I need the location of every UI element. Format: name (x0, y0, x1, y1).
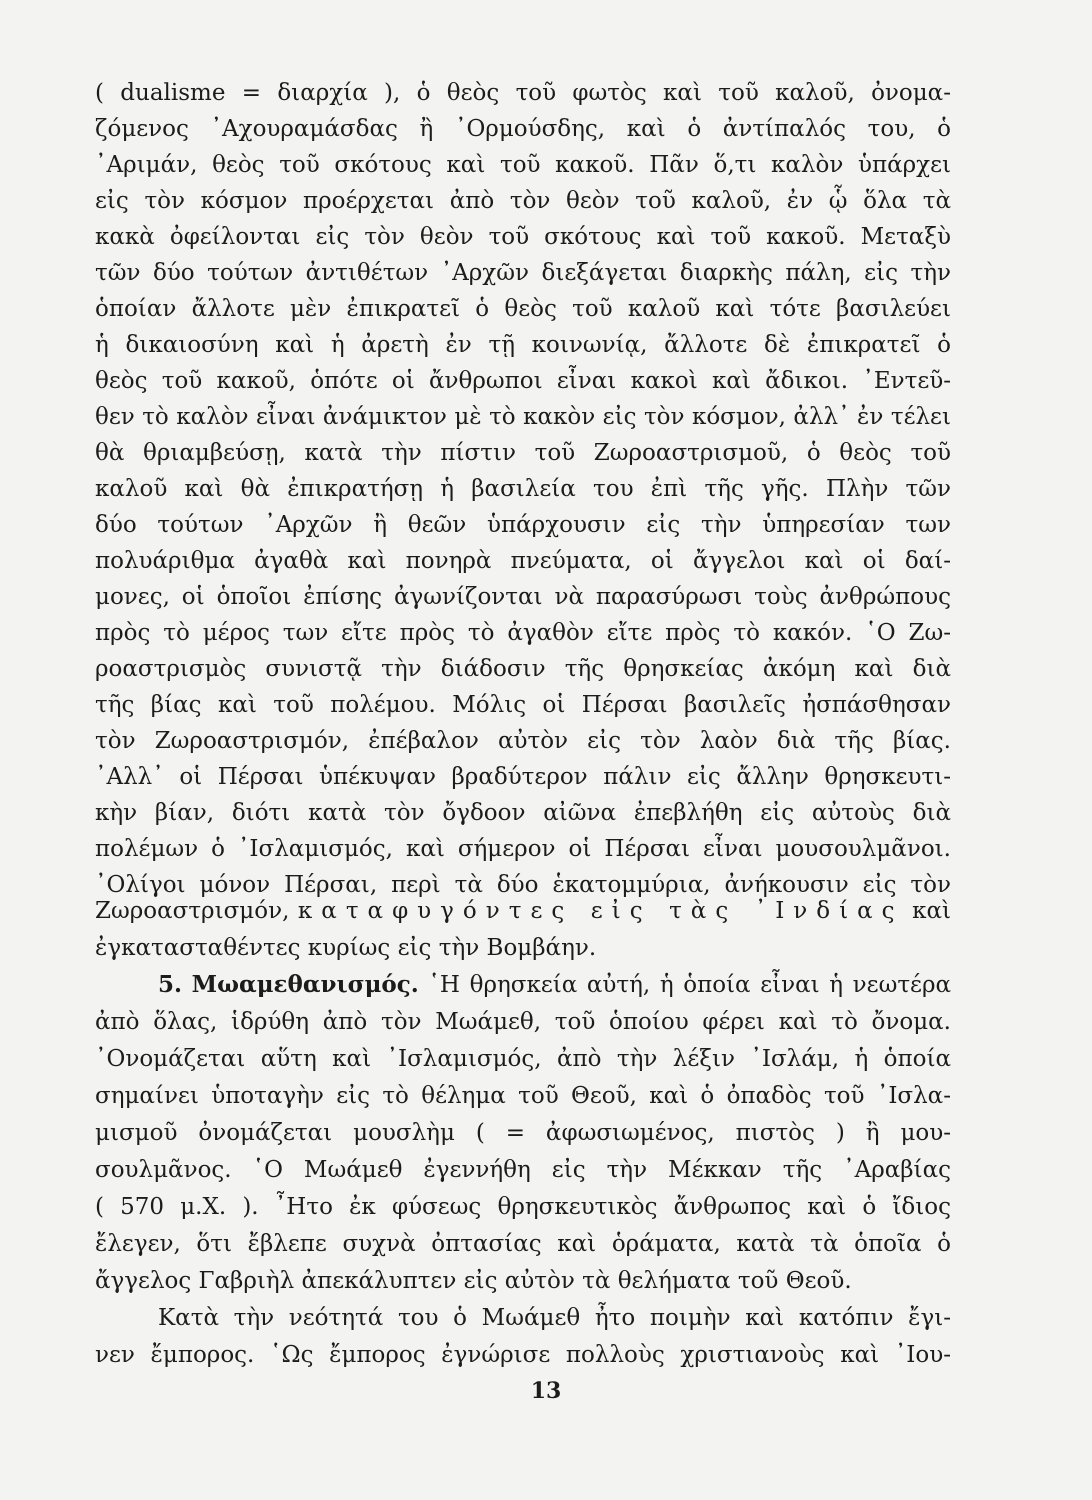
text-line: μισμοῦ ὀνομάζεται μουσλὴμ ( = ἀφωσιωμένος, πιστὸς ) ἢ μου- (95, 1120, 951, 1146)
text-line: θεν τὸ καλὸν εἶναι ἀνάμικτον μὲ τὸ κακὸν εἰς τὸν κόσμον, ἀλλ᾿ ἐν τέλει (95, 404, 951, 430)
spaced-emphasis: καταφυγόντες εἰς τὰς ᾿Ινδίας (297, 898, 904, 924)
text-line: θὰ θριαμβεύσῃ, κατὰ τὴν πίστιν τοῦ Ζωροαστρισμοῦ, ὁ θεὸς τοῦ (95, 440, 951, 466)
section-title: Μωαμεθανισμός. (191, 971, 419, 998)
text-line: ( dualisme = διαρχία ), ὁ θεὸς τοῦ φωτὸς καὶ τοῦ καλοῦ, ὀνομα- (95, 80, 951, 106)
text-line: κακὰ ὀφείλονται εἰς τὸν θεὸν τοῦ σκότους καὶ τοῦ κακοῦ. Μεταξὺ (95, 224, 951, 250)
text-line: ἀπὸ ὅλας, ἱδρύθη ἀπὸ τὸν Μωάμεθ, τοῦ ὁποίου φέρει καὶ τὸ ὄνομα. (95, 1009, 951, 1035)
section-number: 5. (158, 971, 183, 998)
text-line: καλοῦ καὶ θὰ ἐπικρατήσῃ ἡ βασιλεία του ἐπὶ τῆς γῆς. Πλὴν τῶν (95, 476, 951, 502)
spaced-prefix: Ζωροαστρισμόν, (95, 898, 290, 924)
text-line: θεὸς τοῦ κακοῦ, ὁπότε οἱ ἄνθρωποι εἶναι κακοὶ καὶ ἄδικοι. ᾿Εντεῦ- (95, 368, 951, 394)
text-line: ζόμενος ᾿Αχουραμάσδας ἢ ᾿Ορμούσδης, καὶ ὁ ἀντίπαλός του, ὁ (95, 116, 951, 142)
text-line: πολέμων ὁ ᾿Ισλαμισμός, καὶ σήμερον οἱ Πέρσαι εἶναι μουσουλμᾶνοι. (95, 836, 951, 862)
text-line: ὁποίαν ἄλλοτε μὲν ἐπικρατεῖ ὁ θεὸς τοῦ καλοῦ καὶ τότε βασιλεύει (95, 296, 951, 322)
text-line: σουλμᾶνος. ῾Ο Μωάμεθ ἐγεννήθη εἰς τὴν Μέκκαν τῆς ᾿Αραβίας (95, 1157, 951, 1183)
text-line: τῆς βίας καὶ τοῦ πολέμου. Μόλις οἱ Πέρσαι βασιλεῖς ἠσπάσθησαν (95, 692, 951, 718)
text-line: ᾿Αλλ᾿ οἱ Πέρσαι ὑπέκυψαν βραδύτερον πάλιν εἰς ἄλλην θρησκευτι- (95, 764, 951, 790)
text-line: νεν ἔμπορος. ῾Ως ἔμπορος ἐγνώρισε πολλοὺς χριστιανοὺς καὶ ᾿Ιου- (95, 1342, 951, 1368)
section-heading-line (158, 967, 951, 1003)
section-heading-rest: ῾Η θρησκεία αὐτή, ἡ ὁποία εἶναι ἡ νεωτέρα (428, 972, 951, 998)
spaced-suffix: καὶ (912, 898, 951, 924)
paragraph-first-line: Κατὰ τὴν νεότητά του ὁ Μωάμεθ ἦτο ποιμὴν καὶ κατόπιν ἔγι- (158, 1305, 951, 1331)
text-line: τὸν Ζωροαστρισμόν, ἐπέβαλον αὐτὸν εἰς τὸν λαὸν διὰ τῆς βίας. (95, 728, 951, 754)
text-line: ᾿Ονομάζεται αὕτη καὶ ᾿Ισλαμισμός, ἀπὸ τὴν λέξιν ᾿Ισλάμ, ἡ ὁποία (95, 1046, 951, 1072)
text-line: ἡ δικαιοσύνη καὶ ἡ ἀρετὴ ἐν τῇ κοινωνίᾳ, ἄλλοτε δὲ ἐπικρατεῖ ὁ (95, 332, 951, 358)
page-number: 13 (530, 1378, 562, 1404)
text-line: ᾿Ολίγοι μόνον Πέρσαι, περὶ τὰ δύο ἑκατομμύρια, ἀνήκουσιν εἰς τὸν (95, 872, 951, 898)
text-line: ( 570 μ.Χ. ). ῏Ητο ἐκ φύσεως θρησκευτικὸς ἄνθρωπος καὶ ὁ ἴδιος (95, 1194, 951, 1220)
text-line: ἔλεγεν, ὅτι ἔβλεπε συχνὰ ὀπτασίας καὶ ὁράματα, κατὰ τὰ ὁποῖα ὁ (95, 1231, 951, 1257)
text-line-spaced (95, 893, 951, 929)
text-line: εἰς τὸν κόσμον προέρχεται ἀπὸ τὸν θεὸν τοῦ καλοῦ, ἐν ᾧ ὅλα τὰ (95, 188, 951, 214)
text-line: τῶν δύο τούτων ἀντιθέτων ᾿Αρχῶν διεξάγεται διαρκὴς πάλη, εἰς τὴν (95, 260, 951, 286)
text-line: κὴν βίαν, διότι κατὰ τὸν ὄγδοον αἰῶνα ἐπεβλήθη εἰς αὐτοὺς διὰ (95, 800, 951, 826)
text-line: ἐγκατασταθέντες κυρίως εἰς τὴν Βομβάην. (95, 935, 597, 961)
text-line: δύο τούτων ᾿Αρχῶν ἢ θεῶν ὑπάρχουσιν εἰς τὴν ὑπηρεσίαν των (95, 512, 951, 538)
text-line: ροαστρισμὸς συνιστᾷ τὴν διάδοσιν τῆς θρησκείας ἀκόμη καὶ διὰ (95, 656, 951, 682)
text-line: σημαίνει ὑποταγὴν εἰς τὸ θέλημα τοῦ Θεοῦ, καὶ ὁ ὀπαδὸς τοῦ ᾿Ισλα- (95, 1083, 951, 1109)
text-line: ᾿Αριμάν, θεὸς τοῦ σκότους καὶ τοῦ κακοῦ. Πᾶν ὅ,τι καλὸν ὑπάρχει (95, 152, 951, 178)
text-line: πρὸς τὸ μέρος των εἴτε πρὸς τὸ ἀγαθὸν εἴτε πρὸς τὸ κακόν. ῾Ο Ζω- (95, 620, 951, 646)
text-line: μονες, οἱ ὁποῖοι ἐπίσης ἀγωνίζονται νὰ παρασύρωσι τοὺς ἀνθρώπους (95, 584, 951, 610)
text-line: ἄγγελος Γαβριὴλ ἀπεκάλυπτεν εἰς αὐτὸν τὰ θελήματα τοῦ Θεοῦ. (95, 1268, 852, 1294)
text-line: πολυάριθμα ἀγαθὰ καὶ πονηρὰ πνεύματα, οἱ ἄγγελοι καὶ οἱ δαί- (95, 548, 951, 574)
